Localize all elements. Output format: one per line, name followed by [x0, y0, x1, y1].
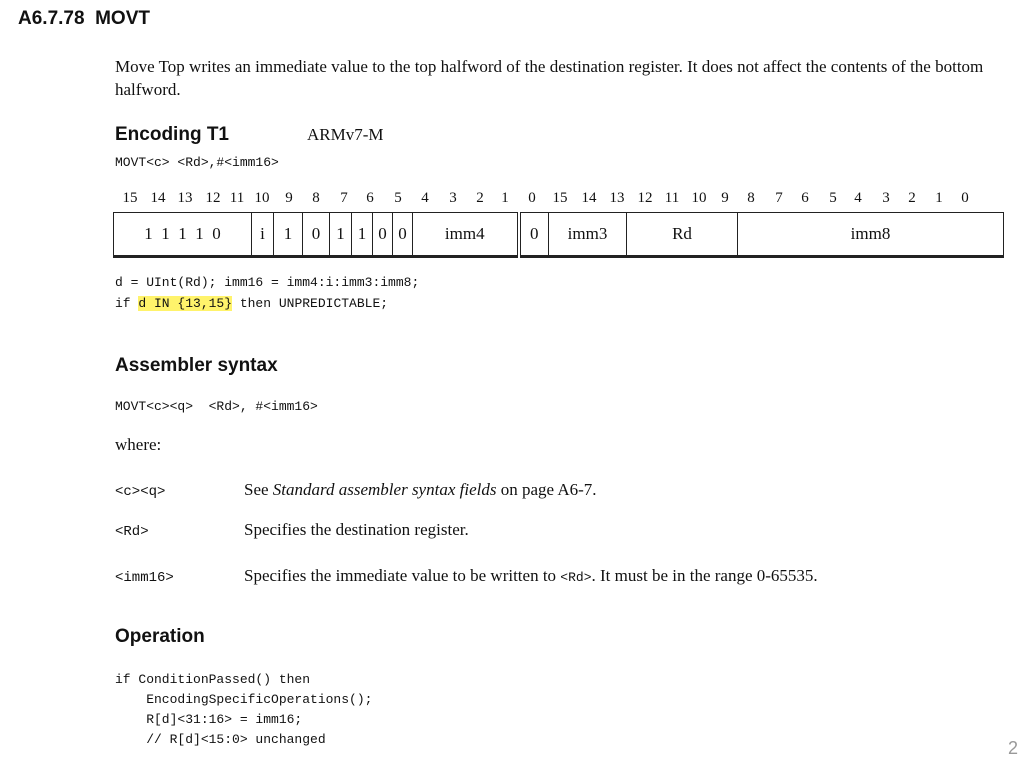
param-term-cq: <c><q> — [115, 484, 166, 500]
field-bit-9: 1 — [274, 213, 303, 257]
param-desc-imm16-prefix: Specifies the immediate value to be written to — [244, 566, 561, 585]
field-imm4: imm4 — [413, 213, 519, 257]
param-desc-rd: Specifies the destination register. — [244, 520, 469, 539]
param-desc-cq-prefix: See — [244, 480, 273, 499]
bit-number: 1 — [501, 190, 509, 206]
decode-line-1: d = UInt(Rd); imm16 = imm4:i:imm3:imm8; — [115, 275, 420, 290]
bit-number: 13 — [177, 190, 193, 206]
section-number: A6.7.78 — [18, 8, 85, 29]
operation-heading: Operation — [115, 626, 205, 647]
page-edge-mark: 2 — [1008, 738, 1019, 758]
encoding-row — [114, 213, 1004, 257]
bit-number: 14 — [581, 190, 597, 206]
assembler-syntax-heading: Assembler syntax — [115, 355, 278, 376]
decode-line-2-prefix: if — [115, 296, 139, 311]
bit-number: 9 — [285, 190, 293, 206]
field-i: i — [252, 213, 274, 257]
field-opcode-high: 1 1 1 1 0 — [114, 213, 252, 257]
param-desc-imm16-suffix: . It must be in the range 0-65535. — [591, 566, 818, 585]
encoding-table — [113, 212, 1004, 258]
field-bit-7: 1 — [330, 213, 352, 257]
bit-number: 2 — [476, 190, 484, 206]
param-desc-imm16-code: <Rd> — [560, 570, 592, 585]
section-name: MOVT — [95, 8, 150, 29]
bit-number: 8 — [747, 190, 755, 206]
highlighted-condition: d IN {13,15} — [138, 296, 233, 311]
operation-line: // R[d]<15:0> unchanged — [115, 732, 326, 747]
bit-number: 7 — [340, 190, 348, 206]
encoding-title: Encoding T1 — [115, 124, 229, 145]
bit-number: 5 — [829, 190, 837, 206]
bit-number: 12 — [205, 190, 221, 206]
bit-number: 2 — [908, 190, 916, 206]
bit-number: 4 — [854, 190, 862, 206]
param-desc-cq-suffix: on page A6-7. — [496, 480, 597, 499]
section-heading — [18, 8, 150, 30]
bit-number: 4 — [421, 190, 429, 206]
param-desc-cq — [244, 480, 597, 500]
param-term-rd: <Rd> — [115, 524, 149, 540]
field-bit-5: 0 — [373, 213, 393, 257]
bit-number: 6 — [366, 190, 374, 206]
bit-number: 11 — [664, 190, 680, 206]
assembler-syntax-line: MOVT<c><q> <Rd>, #<imm16> — [115, 399, 318, 414]
bit-number: 15 — [122, 190, 138, 206]
bit-number: 5 — [394, 190, 402, 206]
bit-number: 11 — [229, 190, 245, 206]
decode-line-2 — [115, 296, 388, 311]
where-label: where: — [115, 435, 162, 454]
bit-number: 10 — [254, 190, 270, 206]
bit-number: 1 — [935, 190, 943, 206]
bit-number: 15 — [552, 190, 568, 206]
field-imm3: imm3 — [549, 213, 627, 257]
bit-number: 8 — [312, 190, 320, 206]
bit-number: 13 — [609, 190, 625, 206]
bit-number: 0 — [528, 190, 536, 206]
bit-number: 3 — [449, 190, 457, 206]
param-desc-cq-link: Standard assembler syntax fields — [272, 480, 497, 499]
operation-line: if ConditionPassed() then — [115, 672, 311, 687]
field-imm8: imm8 — [738, 213, 1004, 257]
param-term-imm16: <imm16> — [115, 570, 174, 586]
encoding-syntax: MOVT<c> <Rd>,#<imm16> — [115, 155, 279, 170]
bit-number: 7 — [775, 190, 783, 206]
bit-number: 0 — [961, 190, 969, 206]
operation-line: EncodingSpecificOperations(); — [115, 692, 373, 707]
field-rd: Rd — [627, 213, 738, 257]
description-paragraph: Move Top writes an immediate value to the top halfword of the destination register. It does not affect the contents of the bottom halfword. — [115, 57, 984, 99]
bit-number-row — [117, 190, 983, 208]
bit-number: 10 — [691, 190, 707, 206]
operation-code — [115, 670, 372, 750]
field-bit-8: 0 — [303, 213, 330, 257]
bit-number: 9 — [721, 190, 729, 206]
operation-line: R[d]<31:16> = imm16; — [115, 712, 303, 727]
bit-number: 6 — [801, 190, 809, 206]
field-zero: 0 — [519, 213, 549, 257]
field-bit-6: 1 — [352, 213, 373, 257]
bit-number: 14 — [150, 190, 166, 206]
encoding-arch: ARMv7-M — [307, 125, 384, 144]
param-desc-imm16 — [244, 566, 818, 586]
bit-number: 12 — [637, 190, 653, 206]
decode-line-2-suffix: then UNPREDICTABLE; — [232, 296, 389, 311]
field-bit-4: 0 — [393, 213, 413, 257]
bit-number: 3 — [882, 190, 890, 206]
